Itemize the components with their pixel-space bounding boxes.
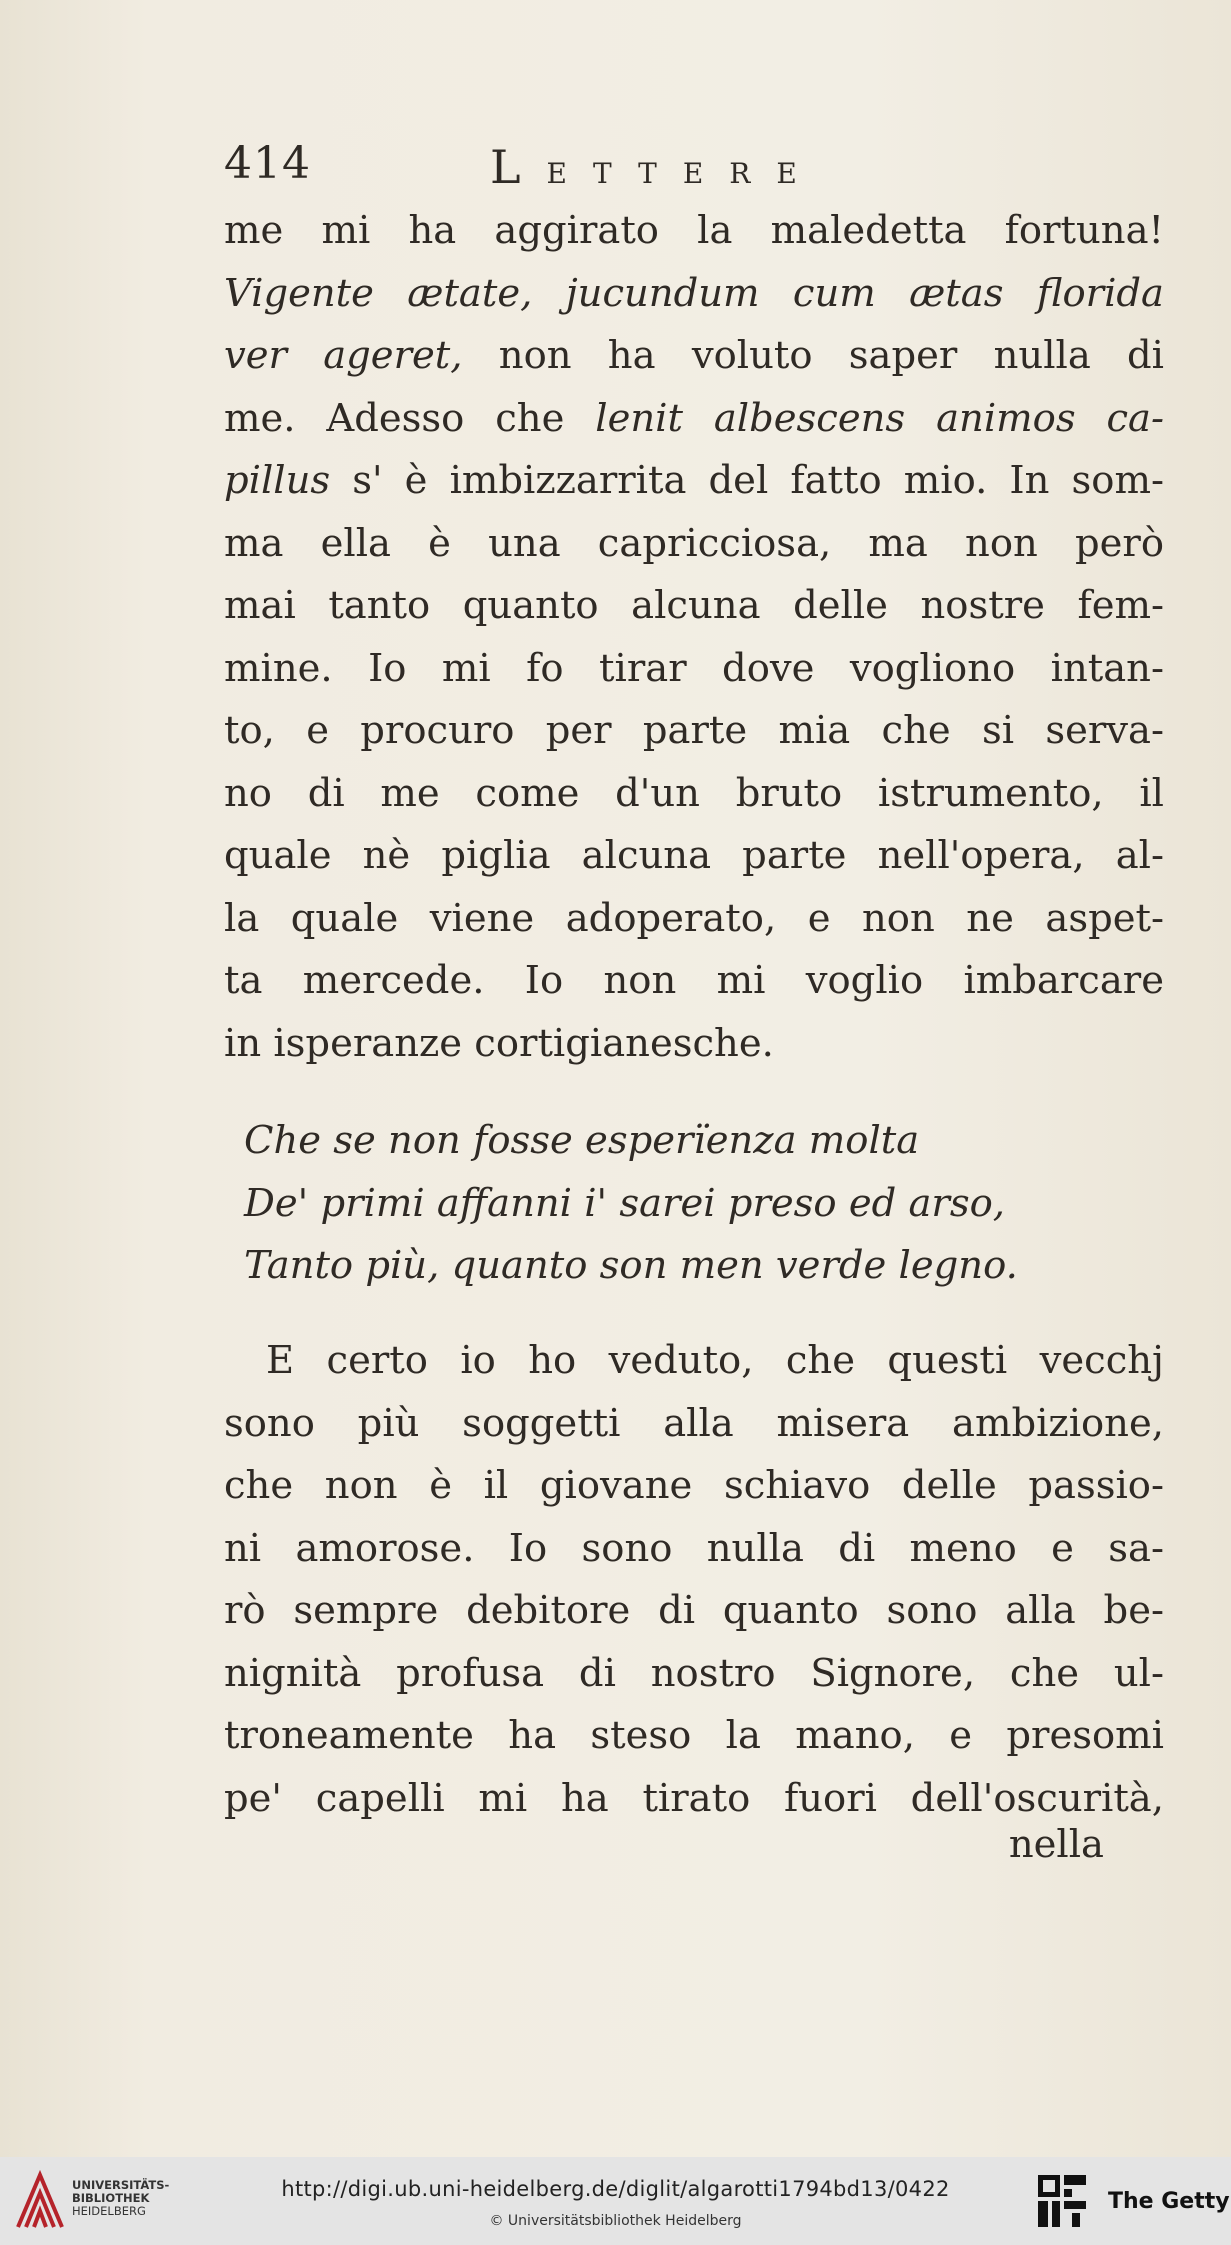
text-line [224,888,1164,951]
catchword: nella [1008,1822,1104,1867]
text-run: no di me come d'un bruto istrumento, il [224,770,1164,816]
text-run: me mi ha aggirato la maledetta fortuna! [224,208,1164,253]
text-line [224,325,1164,388]
text-line [224,638,1164,701]
text-run: me. Adesso che [224,395,596,441]
text-run: ta mercede. Io non mi voglio imbarcare [224,958,1164,1003]
text-line [224,450,1164,513]
text-line [224,763,1164,826]
text-run: mai tanto quanto alcuna delle nostre fem- [224,583,1164,628]
text-run: non ha voluto saper nulla di [462,333,1164,378]
page-header [224,138,1164,198]
text-line: nignità profusa di nostro Signore, che ul- [224,1650,1164,1696]
text-line [224,575,1164,638]
verse-quotation [244,1110,1164,1298]
text-run: ma ella è una capricciosa, ma non però [224,520,1164,566]
text-line [224,388,1164,451]
text-run: quale nè piglia alcuna parte nell'opera, al- [224,833,1164,878]
running-head-initial: L [490,140,547,194]
text-line [224,700,1164,763]
getty-logo-icon[interactable] [1034,2171,1090,2233]
paragraph-2 [224,1330,1164,1830]
copyright-notice: © Universitätsbibliothek Heidelberg [489,2213,742,2229]
text-line [224,513,1164,576]
text-line [224,1013,1164,1076]
permalink-url[interactable]: http://digi.ub.uni-heidelberg.de/diglit/algarotti1794bd13/0422 [281,2177,950,2201]
text-line: troneamente ha steso la mano, e presomi [224,1713,1164,1758]
text-line [224,825,1164,888]
paragraph-1 [224,200,1164,1075]
text-line: ni amorose. Io sono nulla di meno e sa- [224,1525,1164,1571]
library-name-line: BIBLIOTHEK [72,2191,150,2205]
text-run: in isperanze cortigianesche. [224,1020,774,1066]
verse-line: Tanto più, quanto son men verde legno. [244,1243,1018,1288]
getty-name: The Getty [1108,2189,1230,2214]
italic-latin-run: lenit albescens animos ca- [595,395,1164,441]
text-line: sono più soggetti alla misera ambizione, [224,1400,1164,1446]
text-line: E certo io ho veduto, che questi vecchj [266,1338,1164,1383]
viewer-footer [0,2157,1231,2245]
italic-latin-run: ver ageret, [224,333,463,378]
library-name-line: HEIDELBERG [72,2204,146,2218]
verse-line: Che se non fosse esperïenza molta [244,1118,920,1163]
text-line: che non è il giovane schiavo delle passio- [224,1463,1164,1508]
text-run: la quale viene adoperato, e non ne aspet- [224,895,1164,941]
running-head [490,140,823,194]
text-line [224,263,1164,326]
page-number: 414 [224,138,311,189]
italic-latin-run: Vigente ætate, jucundum cum ætas florida [224,270,1164,316]
text-line [224,950,1164,1013]
text-run: mine. Io mi fo tirar dove vogliono intan- [224,645,1164,691]
verse-line: De' primi affanni i' sarei preso ed arso, [244,1180,1006,1226]
text-line: rò sempre debitore di quanto sono alla be- [224,1588,1164,1633]
italic-latin-run: pillus [224,458,331,503]
text-line: pe' capelli mi ha tirato fuori dell'oscurità, [224,1775,1164,1821]
text-run: s' è imbizzarrita del fatto mio. In som- [330,458,1164,503]
text-line [224,200,1164,263]
library-name-line: UNIVERSITÄTS- [72,2178,170,2192]
text-run: to, e procuro per parte mia che si serva- [224,708,1164,753]
running-head-rest: ETTERE [546,157,823,190]
